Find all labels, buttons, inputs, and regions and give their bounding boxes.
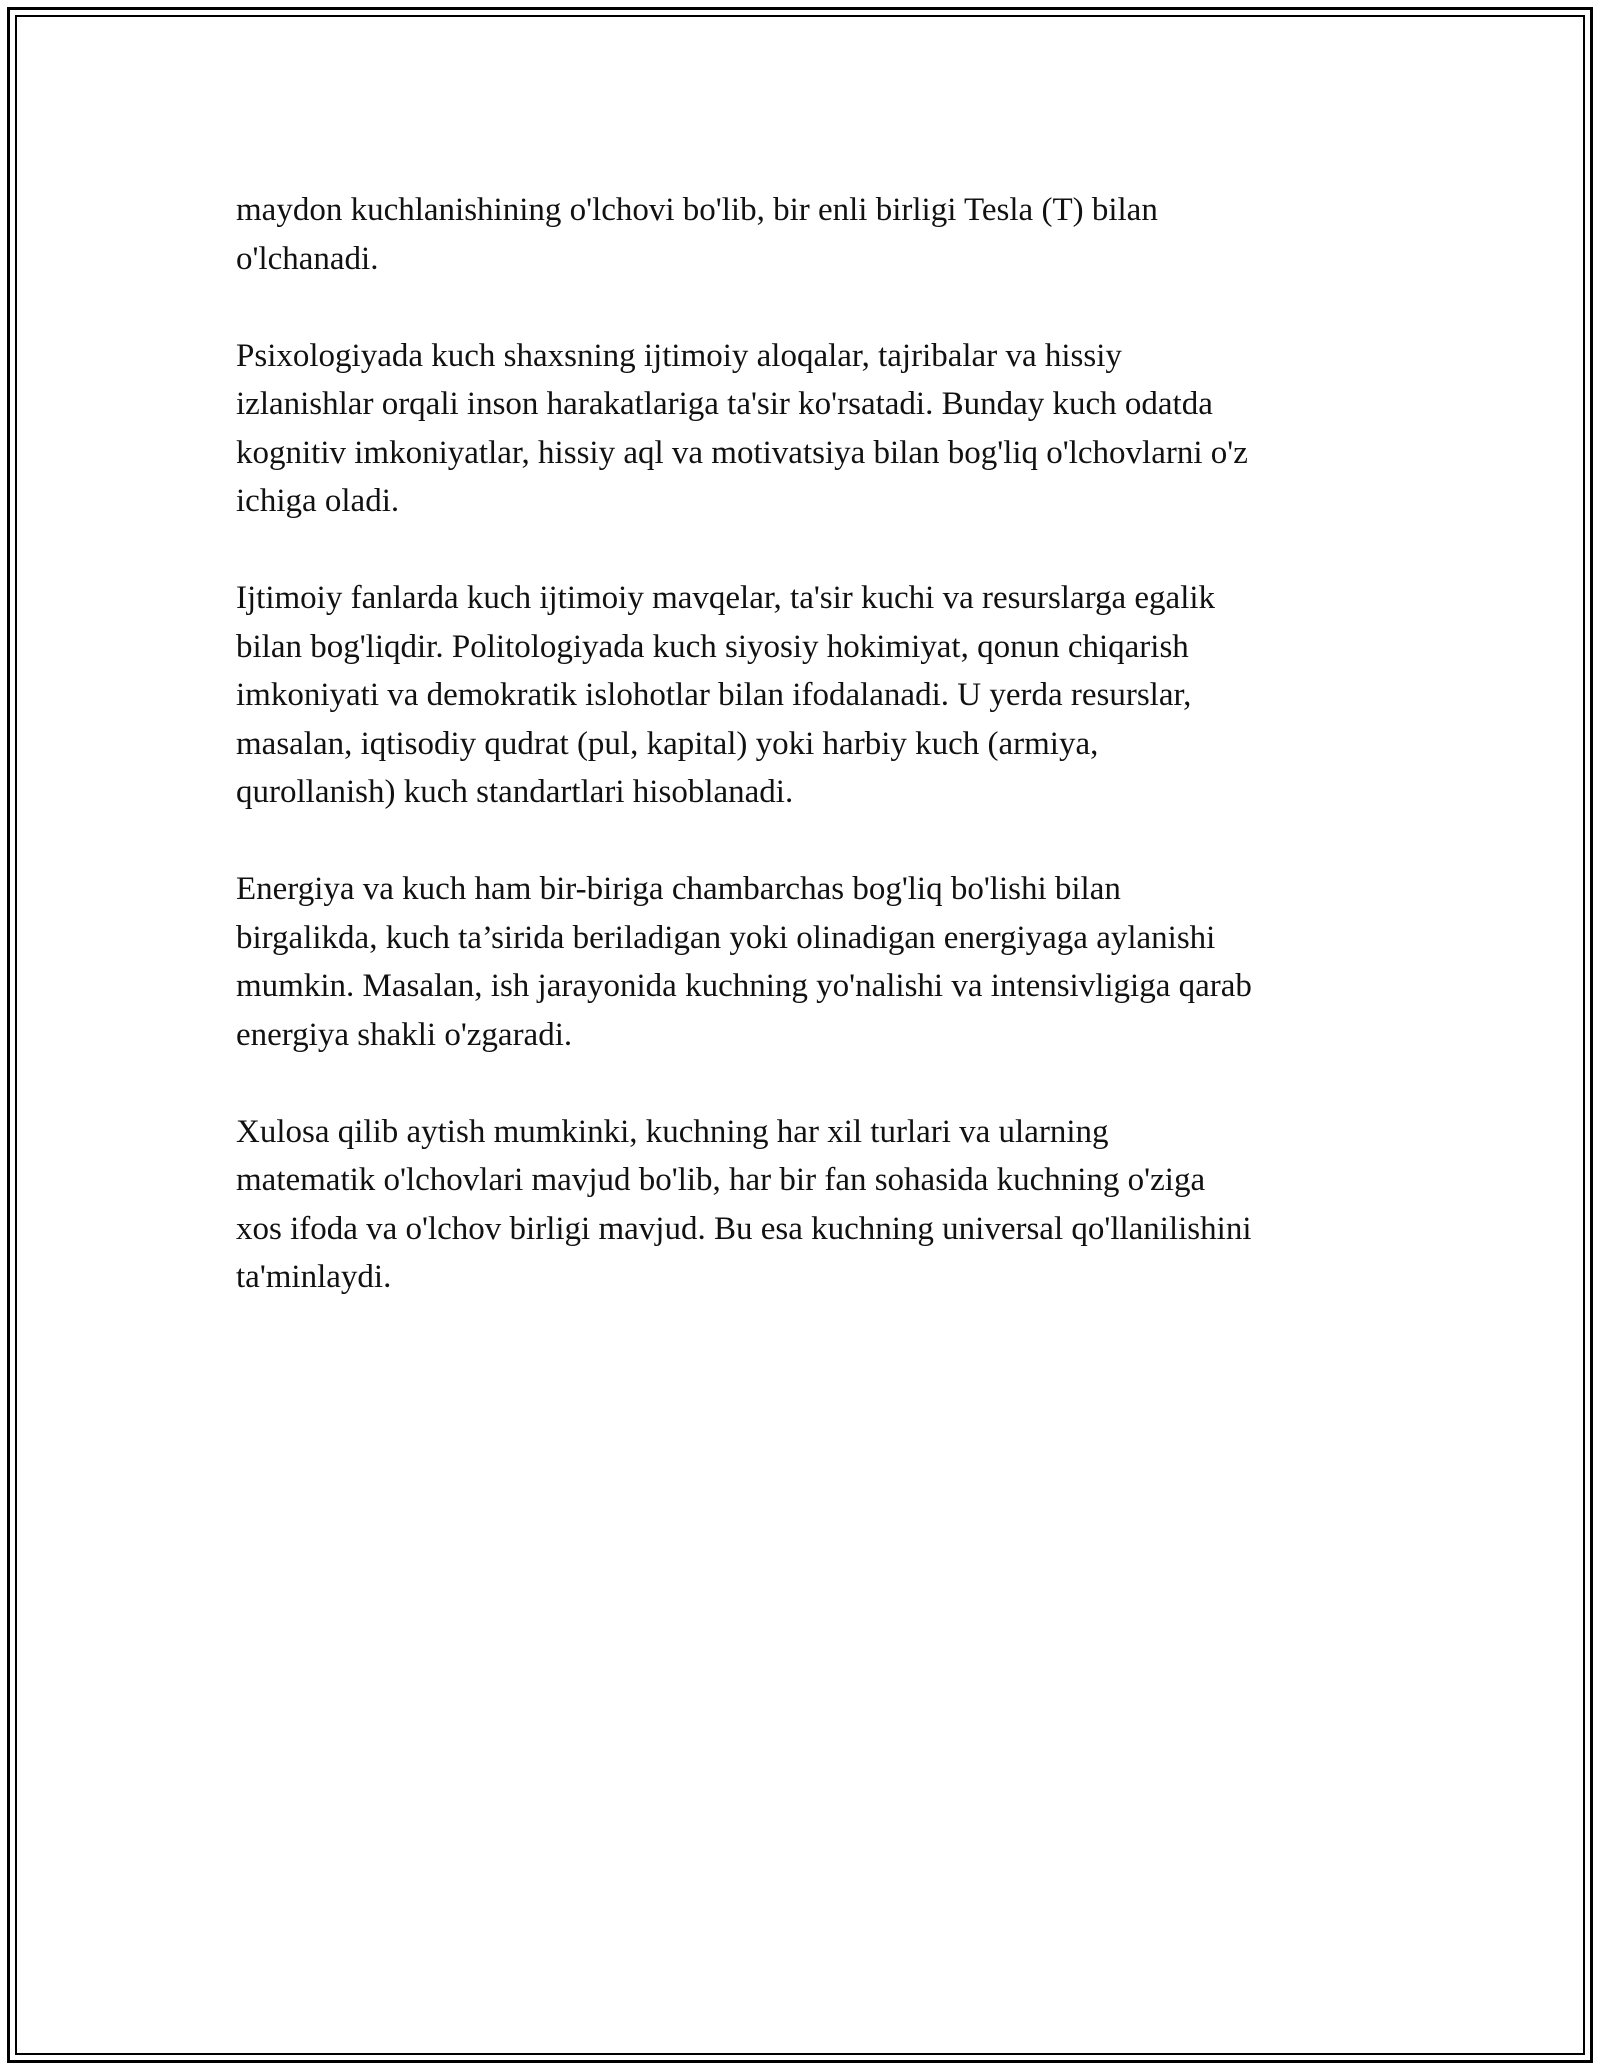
text-line: qurollanish) kuch standartlari hisoblanadi. <box>236 774 794 810</box>
paragraph-social-sciences <box>236 574 1386 817</box>
paragraph-energy <box>236 865 1386 1059</box>
text-line: imkoniyati va demokratik islohotlar bilan ifodalanadi. U yerda resurslar, <box>236 677 1192 713</box>
text-line: ta'minlaydi. <box>236 1259 392 1295</box>
paragraph-psychology <box>236 332 1386 526</box>
text-line: xos ifoda va o'lchov birligi mavjud. Bu esa kuchning universal qo'llanilishini <box>236 1210 1252 1247</box>
text-line: Xulosa qilib aytish mumkinki, kuchning har xil turlari va ularning <box>236 1113 1109 1150</box>
document-body <box>236 186 1386 1350</box>
text-line: kognitiv imkoniyatlar, hissiy aql va motivatsiya bilan bog'liq o'lchovlarni o'z <box>236 434 1248 471</box>
text-line: bilan bog'liqdir. Politologiyada kuch siyosiy hokimiyat, qonun chiqarish <box>236 628 1189 665</box>
text-line: Energiya va kuch ham bir-biriga chambarchas bog'liq bo'lishi bilan <box>236 871 1121 907</box>
text-line: birgalikda, kuch ta’sirida beriladigan yoki olinadigan energiyaga aylanishi <box>236 919 1216 956</box>
text-line: Ijtimoiy fanlarda kuch ijtimoiy mavqelar, ta'sir kuchi va resurslarga egalik <box>236 580 1216 616</box>
text-line: Psixologiyada kuch shaxsning ijtimoiy aloqalar, tajribalar va hissiy <box>236 337 1122 374</box>
text-line: energiya shakli o'zgaradi. <box>236 1016 573 1053</box>
paragraph-conclusion <box>236 1108 1386 1302</box>
text-line: ichiga oladi. <box>236 483 400 519</box>
text-line: o'lchanadi. <box>236 240 379 277</box>
paragraph-magnetic-field <box>236 186 1386 283</box>
text-line: mumkin. Masalan, ish jarayonida kuchning yo'nalishi va intensivligiga qarab <box>236 968 1252 1004</box>
text-line: maydon kuchlanishining o'lchovi bo'lib, bir enli birligi Tesla (T) bilan <box>236 192 1158 228</box>
text-line: izlanishlar orqali inson harakatlariga ta'sir ko'rsatadi. Bunday kuch odatda <box>236 386 1213 422</box>
text-line: masalan, iqtisodiy qudrat (pul, kapital) yoki harbiy kuch (armiya, <box>236 725 1099 762</box>
text-line: matematik o'lchovlari mavjud bo'lib, har bir fan sohasida kuchning o'ziga <box>236 1162 1206 1198</box>
